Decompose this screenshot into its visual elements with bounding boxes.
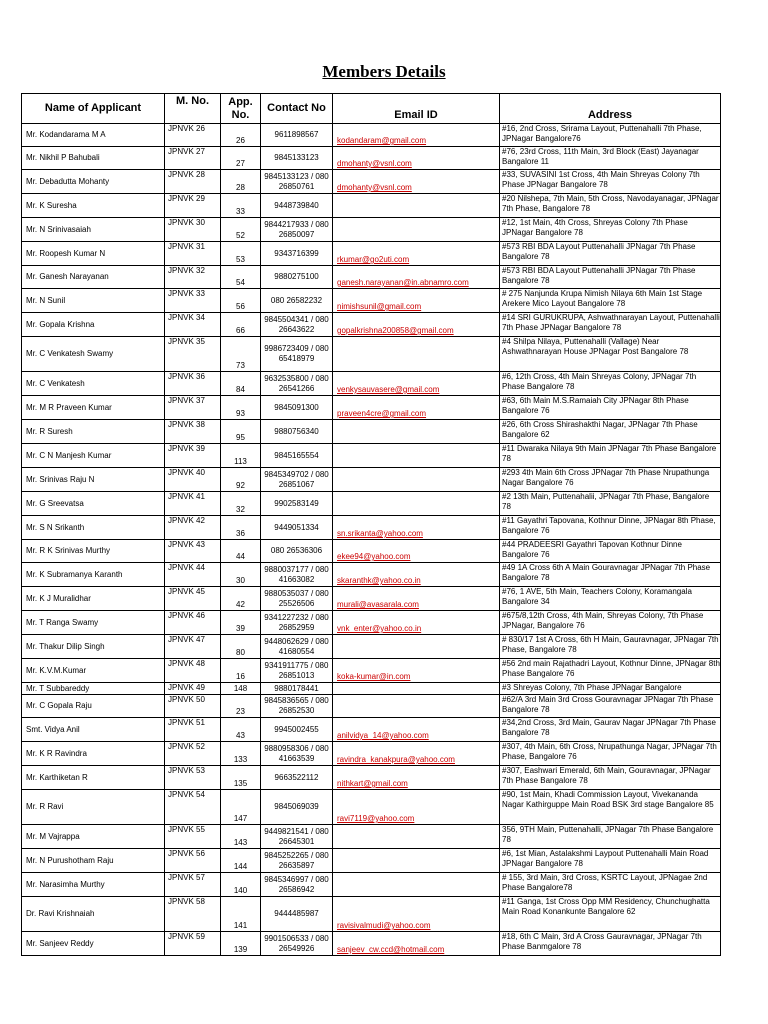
table-row [22, 289, 721, 313]
contact-cell: 9845349702 / 080 26851067 [261, 468, 333, 492]
app-no-cell: 113 [221, 444, 261, 468]
contact-cell: 9880275100 [261, 266, 333, 289]
table-row [22, 242, 721, 266]
address-cell: #16, 2nd Cross, Srirama Layout, Puttenahalli 7th Phase, JPNagar Bangalore76 [500, 124, 721, 147]
member-no-cell: JPNVK 37 [165, 396, 221, 420]
member-no-cell: JPNVK 42 [165, 516, 221, 540]
member-no-cell: JPNVK 39 [165, 444, 221, 468]
table-row [22, 372, 721, 396]
app-no-cell: 93 [221, 396, 261, 420]
contact-cell: 9845252265 / 080 26635897 [261, 849, 333, 873]
table-row [22, 695, 721, 718]
table-row [22, 194, 721, 218]
address-cell: #26, 6th Cross Shirashakthi Nagar, JPNagar 7th Phase Bangalore 62 [500, 420, 721, 444]
address-cell: #6, 1st Mian, Astalakshmi Laypout Puttenahalli Main Road JPNagar Bangalore 78 [500, 849, 721, 873]
app-no-cell: 73 [221, 337, 261, 372]
member-no-cell: JPNVK 30 [165, 218, 221, 242]
member-no-cell: JPNVK 34 [165, 313, 221, 337]
contact-cell: 9449821541 / 080 26645301 [261, 825, 333, 849]
contact-cell: 9845165554 [261, 444, 333, 468]
address-cell: #76, 1 AVE, 5th Main, Teachers Colony, Koramangala Bangalore 34 [500, 587, 721, 611]
contact-cell: 9611898567 [261, 124, 333, 147]
app-no-cell: 36 [221, 516, 261, 540]
applicant-name-cell: Mr. Sanjeev Reddy [22, 932, 165, 956]
address-cell: #293 4th Main 6th Cross JPNagar 7th Phase Nrupathunga Nagar Bangalore 76 [500, 468, 721, 492]
applicant-name-cell: Mr. T Subbareddy [22, 683, 165, 695]
table-row [22, 337, 721, 372]
address-cell: #90, 1st Main, Khadi Commission Layout, Vivekananda Nagar Kathirguppe Main Road BSK 3rd stage Bangalore 85 [500, 790, 721, 825]
applicant-name-cell: Mr. Srinivas Raju N [22, 468, 165, 492]
address-cell: 356, 9TH Main, Puttenahalli, JPNagar 7th Phase Bangalore 78 [500, 825, 721, 849]
email-cell[interactable]: koka-kumar@in.com [333, 659, 500, 683]
member-no-cell: JPNVK 33 [165, 289, 221, 313]
app-no-cell: 53 [221, 242, 261, 266]
member-no-cell: JPNVK 50 [165, 695, 221, 718]
header-name: Name of Applicant [22, 94, 165, 124]
header-app-no: App. No. [221, 94, 261, 124]
contact-cell: 9845504341 / 080 26643622 [261, 313, 333, 337]
table-row [22, 492, 721, 516]
email-cell[interactable]: ekee94@yahoo.com [333, 540, 500, 563]
contact-cell: 9844217933 / 080 26850097 [261, 218, 333, 242]
table-row [22, 218, 721, 242]
page-title: Members Details [322, 62, 446, 81]
table-row [22, 266, 721, 289]
address-cell: #12, 1st Main, 4th Cross, Shreyas Colony 7th Phase JPNagar Bangalore 78 [500, 218, 721, 242]
app-no-cell: 95 [221, 420, 261, 444]
app-no-cell: 92 [221, 468, 261, 492]
email-cell [333, 337, 500, 372]
contact-cell: 9880178441 [261, 683, 333, 695]
applicant-name-cell: Smt. Vidya Anil [22, 718, 165, 742]
applicant-name-cell: Dr. Ravi Krishnaiah [22, 897, 165, 932]
contact-cell: 9341911775 / 080 26851013 [261, 659, 333, 683]
applicant-name-cell: Mr. C Venkatesh [22, 372, 165, 396]
email-cell[interactable]: praveen4cre@gmail.com [333, 396, 500, 420]
address-cell: #49 1A Cross 6th A Main Gouravnagar JPNagar 7th Phase Bangalore 78 [500, 563, 721, 587]
address-cell: #675/8,12th Cross, 4th Main, Shreyas Colony, 7th Phase JPNagar, Bangalore 76 [500, 611, 721, 635]
contact-cell: 9845133123 / 080 26850761 [261, 170, 333, 194]
member-no-cell: JPNVK 48 [165, 659, 221, 683]
table-row [22, 611, 721, 635]
app-no-cell: 148 [221, 683, 261, 695]
email-cell[interactable]: dmohanty@vsnl.com [333, 170, 500, 194]
table-row [22, 849, 721, 873]
contact-cell: 080 26582232 [261, 289, 333, 313]
address-cell: # 275 Nanjunda Krupa Nimish Nilaya 6th Main 1st Stage Arekere Mico Layout Bangalore 78 [500, 289, 721, 313]
applicant-name-cell: Mr. Karthiketan R [22, 766, 165, 790]
applicant-name-cell: Mr. Ganesh Narayanan [22, 266, 165, 289]
applicant-name-cell: Mr. K R Ravindra [22, 742, 165, 766]
contact-cell: 9448739840 [261, 194, 333, 218]
email-cell [333, 444, 500, 468]
contact-cell: 080 26536306 [261, 540, 333, 563]
address-cell: #11 Ganga, 1st Cross Opp MM Residency, Chunchughatta Main Road Konankunte Bangalore 62 [500, 897, 721, 932]
contact-cell: 9845091300 [261, 396, 333, 420]
table-row [22, 659, 721, 683]
app-no-cell: 16 [221, 659, 261, 683]
contact-cell: 9880756340 [261, 420, 333, 444]
email-cell [333, 873, 500, 897]
contact-cell: 9341227232 / 080 26852959 [261, 611, 333, 635]
address-cell: #573 RBI BDA Layout Puttenahalli JPNagar 7th Phase Bangalore 78 [500, 266, 721, 289]
member-no-cell: JPNVK 57 [165, 873, 221, 897]
applicant-name-cell: Mr. N Purushotham Raju [22, 849, 165, 873]
address-cell: #307, 4th Main, 6th Cross, Nrupathunga Nagar, JPNagar 7th Phase, Bangalore 76 [500, 742, 721, 766]
table-row [22, 873, 721, 897]
member-no-cell: JPNVK 32 [165, 266, 221, 289]
app-no-cell: 143 [221, 825, 261, 849]
app-no-cell: 133 [221, 742, 261, 766]
contact-cell: 9632535800 / 080 26541266 [261, 372, 333, 396]
applicant-name-cell: Mr. Debadutta Mohanty [22, 170, 165, 194]
member-no-cell: JPNVK 46 [165, 611, 221, 635]
address-cell: #6, 12th Cross, 4th Main Shreyas Colony, JPNagar 7th Phase Bangalore 78 [500, 372, 721, 396]
header-row [22, 94, 721, 124]
email-cell[interactable]: ravindra_kanakpura@yahoo.com [333, 742, 500, 766]
table-row [22, 932, 721, 956]
table-row [22, 766, 721, 790]
email-cell[interactable]: nimishsunil@gmail.com [333, 289, 500, 313]
address-cell: #18, 6th C Main, 3rd A Cross Gauravnagar, JPNagar 7th Phase Banmgalore 78 [500, 932, 721, 956]
contact-cell: 9845836565 / 080 26852530 [261, 695, 333, 718]
email-cell[interactable]: ganesh.narayanan@in.abnamro.com [333, 266, 500, 289]
email-cell [333, 420, 500, 444]
email-cell [333, 695, 500, 718]
email-cell [333, 492, 500, 516]
app-no-cell: 140 [221, 873, 261, 897]
table-row [22, 420, 721, 444]
email-cell[interactable]: kodandaram@gmail.com [333, 124, 500, 147]
email-cell[interactable]: dmohanty@vsnl.com [333, 147, 500, 170]
address-cell: #62/A 3rd Main 3rd Cross Gouravnagar JPNagar 7th Phase Bangalore 78 [500, 695, 721, 718]
table-row [22, 396, 721, 420]
email-cell[interactable]: rkumar@go2uti.com [333, 242, 500, 266]
member-no-cell: JPNVK 40 [165, 468, 221, 492]
member-no-cell: JPNVK 38 [165, 420, 221, 444]
email-cell[interactable]: vnk_enter@yahoo.co.in [333, 611, 500, 635]
email-cell [333, 218, 500, 242]
member-no-cell: JPNVK 52 [165, 742, 221, 766]
member-no-cell: JPNVK 49 [165, 683, 221, 695]
table-row [22, 587, 721, 611]
email-cell[interactable]: skaranthk@yahoo.co.in [333, 563, 500, 587]
table-row [22, 444, 721, 468]
app-no-cell: 39 [221, 611, 261, 635]
email-cell [333, 825, 500, 849]
app-no-cell: 43 [221, 718, 261, 742]
app-no-cell: 141 [221, 897, 261, 932]
address-cell: # 155, 3rd Main, 3rd Cross, KSRTC Layout, JPNagae 2nd Phase Bangalore78 [500, 873, 721, 897]
contact-cell: 9444485987 [261, 897, 333, 932]
members-table [21, 93, 721, 956]
contact-cell: 9902583149 [261, 492, 333, 516]
email-cell[interactable]: gopalkrishna200858@gmail.com [333, 313, 500, 337]
app-no-cell: 28 [221, 170, 261, 194]
member-no-cell: JPNVK 56 [165, 849, 221, 873]
member-no-cell: JPNVK 54 [165, 790, 221, 825]
email-cell [333, 849, 500, 873]
applicant-name-cell: Mr. T Ranga Swamy [22, 611, 165, 635]
table-row [22, 124, 721, 147]
member-no-cell: JPNVK 53 [165, 766, 221, 790]
address-cell: #573 RBI BDA Layout Puttenahalli JPNagar 7th Phase Bangalore 78 [500, 242, 721, 266]
applicant-name-cell: Mr. G Sreevatsa [22, 492, 165, 516]
applicant-name-cell: Mr. K J Muralidhar [22, 587, 165, 611]
table-row [22, 540, 721, 563]
table-row [22, 147, 721, 170]
member-no-cell: JPNVK 41 [165, 492, 221, 516]
address-cell: #307, Eashwari Emerald, 6th Main, Gouravnagar, JPNagar 7th Phase Bangalore 78 [500, 766, 721, 790]
member-no-cell: JPNVK 59 [165, 932, 221, 956]
member-no-cell: JPNVK 45 [165, 587, 221, 611]
app-no-cell: 32 [221, 492, 261, 516]
member-no-cell: JPNVK 27 [165, 147, 221, 170]
member-no-cell: JPNVK 47 [165, 635, 221, 659]
applicant-name-cell: Mr. R K Srinivas Murthy [22, 540, 165, 563]
address-cell: #63, 6th Main M.S.Ramaiah City JPNagar 8th Phase Bangalore 76 [500, 396, 721, 420]
table-row [22, 897, 721, 932]
email-cell[interactable]: sn.srikanta@yahoo.com [333, 516, 500, 540]
applicant-name-cell: Mr. K Subramanya Karanth [22, 563, 165, 587]
app-no-cell: 84 [221, 372, 261, 396]
applicant-name-cell: Mr. C Gopala Raju [22, 695, 165, 718]
header-contact: Contact No [261, 94, 333, 124]
contact-cell: 9343716399 [261, 242, 333, 266]
member-no-cell: JPNVK 43 [165, 540, 221, 563]
address-cell: #44 PRADEESRI Gayathri Tapovan Kothnur Dinne Bangalore 76 [500, 540, 721, 563]
contact-cell: 9880958306 / 080 41663539 [261, 742, 333, 766]
header-member-no: M. No. [165, 94, 221, 124]
contact-cell: 9449051334 [261, 516, 333, 540]
app-no-cell: 147 [221, 790, 261, 825]
applicant-name-cell: Mr. C Venkatesh Swamy [22, 337, 165, 372]
header-email: Email ID [333, 94, 500, 124]
member-no-cell: JPNVK 44 [165, 563, 221, 587]
member-no-cell: JPNVK 36 [165, 372, 221, 396]
table-row [22, 683, 721, 695]
applicant-name-cell: Mr. N Srinivasaiah [22, 218, 165, 242]
applicant-name-cell: Mr. Kodandarama M A [22, 124, 165, 147]
email-cell[interactable]: ravi7119@yahoo.com [333, 790, 500, 825]
app-no-cell: 33 [221, 194, 261, 218]
email-cell [333, 468, 500, 492]
address-cell: #3 Shreyas Colony, 7th Phase JPNagar Bangalore [500, 683, 721, 695]
app-no-cell: 139 [221, 932, 261, 956]
contact-cell: 9845069039 [261, 790, 333, 825]
address-cell: #33, SUVASINI 1st Cross, 4th Main Shreyas Colony 7th Phase JPNagar Bangalore 78 [500, 170, 721, 194]
email-cell[interactable]: venkysauvasere@gmail.com [333, 372, 500, 396]
member-no-cell: JPNVK 29 [165, 194, 221, 218]
applicant-name-cell: Mr. R Ravi [22, 790, 165, 825]
address-cell: # 830/17 1st A Cross, 6th H Main, Gauravnagar, JPNagar 7th Phase, Bangalore 78 [500, 635, 721, 659]
address-cell: #14 SRI GURUKRUPA, Ashwathnarayan Layout, Puttenahalli 7th Phase JPNagar Bangalore 78 [500, 313, 721, 337]
applicant-name-cell: Mr. M Vajrappa [22, 825, 165, 849]
table-row [22, 468, 721, 492]
contact-cell: 9880037177 / 080 41663082 [261, 563, 333, 587]
member-no-cell: JPNVK 26 [165, 124, 221, 147]
email-cell[interactable]: nithkart@gmail.com [333, 766, 500, 790]
table-row [22, 313, 721, 337]
table-row [22, 516, 721, 540]
table-row [22, 742, 721, 766]
header-address: Address [500, 94, 721, 124]
applicant-name-cell: Mr. K.V.M.Kumar [22, 659, 165, 683]
app-no-cell: 56 [221, 289, 261, 313]
email-cell[interactable]: ravisivalmudi@yahoo.com [333, 897, 500, 932]
app-no-cell: 23 [221, 695, 261, 718]
app-no-cell: 44 [221, 540, 261, 563]
applicant-name-cell: Mr. Nikhil P Bahubali [22, 147, 165, 170]
contact-cell: 9901506533 / 080 26549926 [261, 932, 333, 956]
app-no-cell: 135 [221, 766, 261, 790]
contact-cell: 9945002455 [261, 718, 333, 742]
address-cell: #76, 23rd Cross, 11th Main, 3rd Block (East) Jayanagar Bangalore 11 [500, 147, 721, 170]
contact-cell: 9663522112 [261, 766, 333, 790]
app-no-cell: 54 [221, 266, 261, 289]
app-no-cell: 66 [221, 313, 261, 337]
member-no-cell: JPNVK 31 [165, 242, 221, 266]
table-row [22, 563, 721, 587]
app-no-cell: 144 [221, 849, 261, 873]
email-cell[interactable]: sanjeev_cw.ccd@hotmail.com [333, 932, 500, 956]
applicant-name-cell: Mr. K Suresha [22, 194, 165, 218]
address-cell: #2 13th Main, Puttenahalii, JPNagar 7th Phase, Bangalore 78 [500, 492, 721, 516]
applicant-name-cell: Mr. Roopesh Kumar N [22, 242, 165, 266]
table-row [22, 825, 721, 849]
address-cell: #11 Dwaraka Nilaya 9th Main JPNagar 7th Phase Bangalore 78 [500, 444, 721, 468]
app-no-cell: 80 [221, 635, 261, 659]
app-no-cell: 42 [221, 587, 261, 611]
table-row [22, 718, 721, 742]
app-no-cell: 26 [221, 124, 261, 147]
app-no-cell: 30 [221, 563, 261, 587]
applicant-name-cell: Mr. Gopala Krishna [22, 313, 165, 337]
member-no-cell: JPNVK 55 [165, 825, 221, 849]
member-no-cell: JPNVK 28 [165, 170, 221, 194]
app-no-cell: 52 [221, 218, 261, 242]
contact-cell: 9845346997 / 080 26586942 [261, 873, 333, 897]
contact-cell: 9448062629 / 080 41680554 [261, 635, 333, 659]
contact-cell: 9845133123 [261, 147, 333, 170]
table-row [22, 635, 721, 659]
email-cell [333, 683, 500, 695]
address-cell: #20 Nilshepa, 7th Main, 5th Cross, Navodayanagar, JPNagar 7th Phase, Bangalore 78 [500, 194, 721, 218]
member-no-cell: JPNVK 35 [165, 337, 221, 372]
applicant-name-cell: Mr. Narasimha Murthy [22, 873, 165, 897]
address-cell: #56 2nd main Rajathadri Layout, Kothnur Dinne, JPNagar 8th Phase Bangalore 76 [500, 659, 721, 683]
table-row [22, 170, 721, 194]
address-cell: #34,2nd Cross, 3rd Main, Gaurav Nagar JPNagar 7th Phase Bangalore 78 [500, 718, 721, 742]
email-cell [333, 635, 500, 659]
member-no-cell: JPNVK 58 [165, 897, 221, 932]
email-cell[interactable]: anilvidya_14@yahoo.com [333, 718, 500, 742]
address-cell: #4 Shilpa Nilaya, Puttenahalli (Vallage) Near Ashwathnarayan House JPNagar Post Bangalore 78 [500, 337, 721, 372]
applicant-name-cell: Mr. N Sunil [22, 289, 165, 313]
contact-cell: 9880535037 / 080 25526506 [261, 587, 333, 611]
applicant-name-cell: Mr. Thakur Dilip Singh [22, 635, 165, 659]
email-cell [333, 194, 500, 218]
applicant-name-cell: Mr. S N Srikanth [22, 516, 165, 540]
applicant-name-cell: Mr. M R Praveen Kumar [22, 396, 165, 420]
applicant-name-cell: Mr. R Suresh [22, 420, 165, 444]
app-no-cell: 27 [221, 147, 261, 170]
member-no-cell: JPNVK 51 [165, 718, 221, 742]
contact-cell: 9986723409 / 080 65418979 [261, 337, 333, 372]
table-row [22, 790, 721, 825]
address-cell: #11 Gayathri Tapovana, Kothnur Dinne, JPNagar 8th Phase, Bangalore 76 [500, 516, 721, 540]
applicant-name-cell: Mr. C N Manjesh Kumar [22, 444, 165, 468]
email-cell[interactable]: murali@avasarala.com [333, 587, 500, 611]
